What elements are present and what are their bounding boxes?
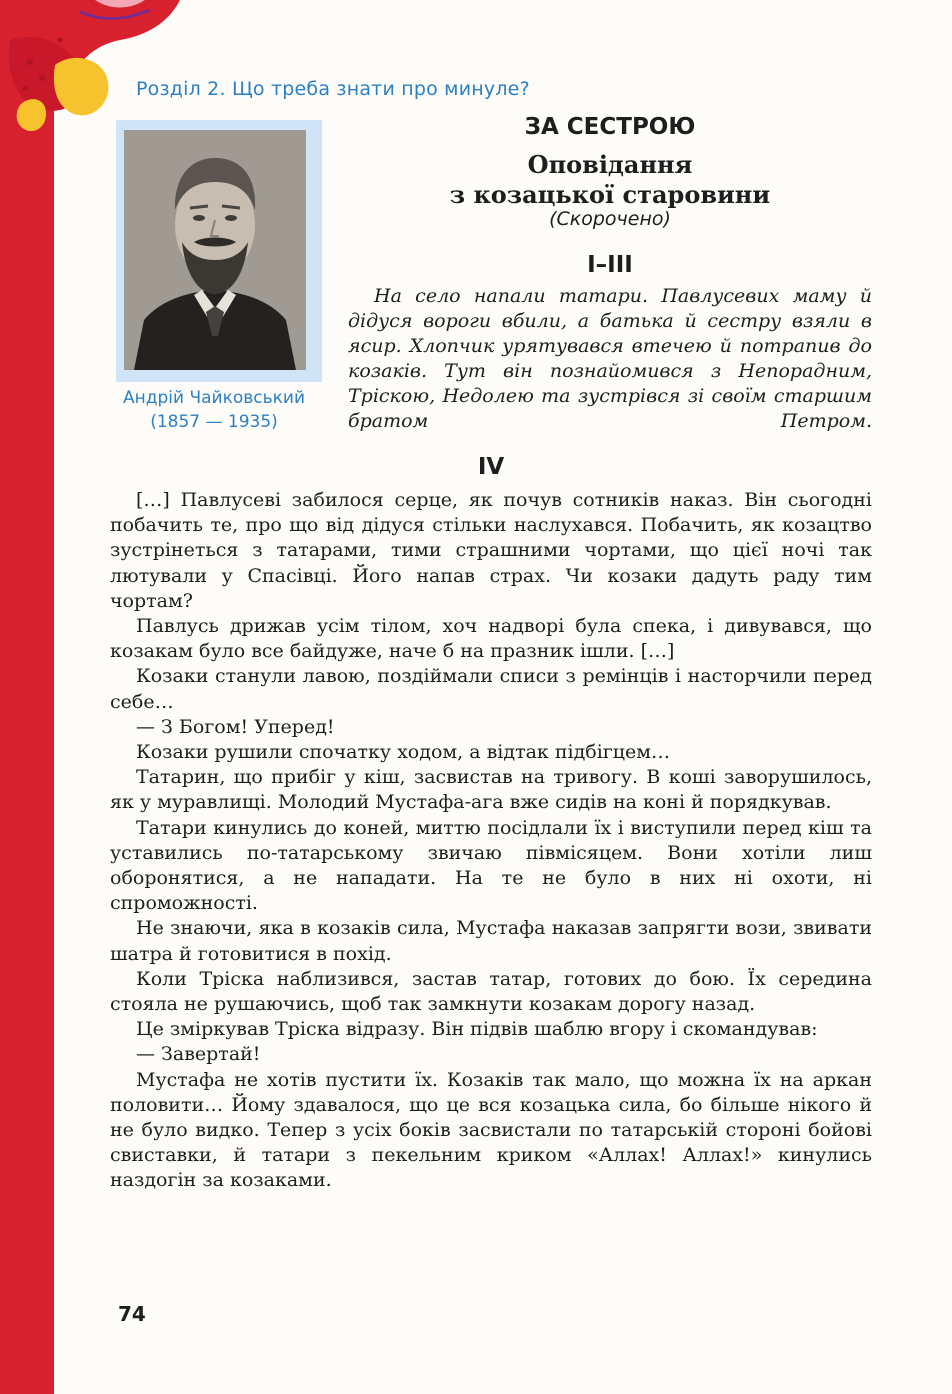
story-subtitle (400, 150, 820, 210)
page-number: 74 (118, 1302, 146, 1326)
caption-author-name: Андрій Чайковський (122, 388, 305, 408)
side-color-band (0, 0, 54, 1394)
chapter-heading: IV (477, 454, 505, 480)
paragraph: Татари кинулись до коней, миттю посідлали їх і виступили перед кіш та уставились по-татарському звичаю півмісяцем. Вони хотіли лиш оборонятися, а не нападати. На те не було в них ні охоти, ні спроможності. (110, 816, 872, 915)
story-title: ЗА СЕСТРОЮ (524, 114, 696, 140)
paragraph: — З Богом! Уперед! (136, 715, 335, 738)
paragraph: […] Павлусеві забилося серце, як почув сотників наказ. Він сьогодні побачить те, про що від дідуся стільки наслухався. Побачить, як козацтво зустрінеться з татарами, тими страшними чортами, що цієї ночі так лютували у Спасівці. Його напав страх. Чи козаки дадуть раду тим чортам? (110, 489, 872, 612)
paragraph: Павлусь дрижав усім тілом, хоч надворі була спека, і дивувався, що козакам було все байдуже, наче б на празник ішли. […] (110, 615, 872, 663)
author-portrait (124, 130, 306, 370)
paragraph: Коли Тріска наблизився, застав татар, готових до бою. Їх середина стояла не рушаючись, щоб так замкнути козакам дорогу назад. (110, 967, 872, 1016)
subtitle-line-1: Оповідання (527, 150, 693, 179)
caption-author-years: (1857 — 1935) (150, 412, 278, 432)
chapters-summary: На село напали татари. Павлусевих маму й дідуся вороги вбили, а батька й сестру взяли в ясир. Хлопчик урятувався втечею й потрапив до козаків. Тут він познайомився з Непорадним, Тріскою, Недолею та зустрівся зі своїм старшим братом Петром. (348, 285, 872, 432)
abridged-note: (Скорочено) (549, 208, 671, 230)
portrait-caption (104, 386, 324, 434)
section-header: Розділ 2. Що треба знати про минуле? (136, 78, 530, 100)
paragraph: — Завертай! (136, 1043, 261, 1066)
chapters-range-heading: I–III (587, 252, 633, 278)
paragraph: Козаки станули лавою, поздіймали списи з ремінців і насторчили перед себе… (110, 665, 872, 713)
subtitle-line-2: з козацької старовини (449, 180, 771, 209)
story-body (110, 488, 872, 1194)
paragraph: Не знаючи, яка в козаків сила, Мустафа наказав запрягти вози, звивати шатра й готовитися в похід. (110, 917, 872, 965)
paragraph: Татарин, що прибіг у кіш, засвистав на тривогу. В коші заворушилось, як у муравлищі. Молодий Мустафа-ага вже сидів на коні й порядкував. (110, 766, 872, 814)
paragraph: Козаки рушили спочатку ходом, а відтак підбігцем… (136, 741, 670, 764)
paragraph: Мустафа не хотів пустити їх. Козаків так мало, що можна їх на аркан половити… Йому здавалося, що це вся козацька сила, бо більше нікого й не було видко. Тепер з усіх боків засвистали по татарській стороні бойові свиставки, й татари з пекельним криком «Аллах! Аллах!» кинулись наздогін за козаками. (110, 1068, 872, 1192)
paragraph: Це зміркував Тріска відразу. Він підвів шаблю вгору і скомандував: (136, 1018, 818, 1041)
portrait-frame (116, 120, 322, 382)
